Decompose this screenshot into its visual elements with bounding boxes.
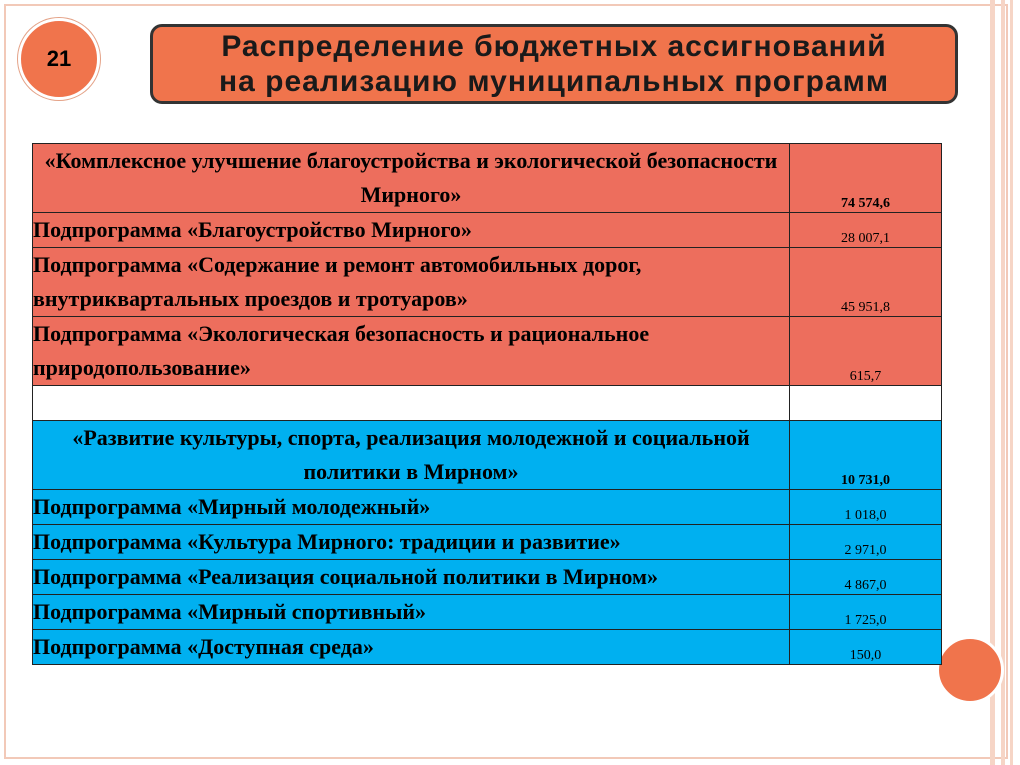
amount-cell: 1 018,0: [790, 490, 942, 525]
table-row: [33, 630, 942, 665]
subprogram-name-cell: Подпрограмма «Мирный спортивный»: [33, 595, 790, 630]
subprogram-name-cell: Подпрограмма «Содержание и ремонт автомобильных дорог, внутриквартальных проездов и тротуаров»: [33, 248, 790, 317]
amount-cell: 28 007,1: [790, 213, 942, 248]
subprogram-name-cell: Подпрограмма «Благоустройство Мирного»: [33, 213, 790, 248]
budget-table: [32, 143, 942, 665]
empty-cell: [790, 386, 942, 421]
amount-cell: 150,0: [790, 630, 942, 665]
subprogram-name-cell: Подпрограмма «Реализация социальной политики в Мирном»: [33, 560, 790, 595]
subprogram-name-cell: Подпрограмма «Мирный молодежный»: [33, 490, 790, 525]
title-line-1: Распределение бюджетных ассигнований: [221, 30, 887, 63]
program-name-cell: «Развитие культуры, спорта, реализация молодежной и социальной политики в Мирном»: [33, 421, 790, 490]
table-row: [33, 248, 942, 317]
empty-cell: [33, 386, 790, 421]
amount-cell: 45 951,8: [790, 248, 942, 317]
program-name-cell: «Комплексное улучшение благоустройства и экологической безопасности Мирного»: [33, 144, 790, 213]
decor-stripe: [1001, 0, 1005, 765]
amount-cell: 2 971,0: [790, 525, 942, 560]
decor-circle: [936, 636, 1004, 704]
table-spacer-row: [33, 386, 942, 421]
amount-cell: 10 731,0: [790, 421, 942, 490]
amount-cell: 1 725,0: [790, 595, 942, 630]
amount-cell: 4 867,0: [790, 560, 942, 595]
table-row: [33, 213, 942, 248]
slide-title: [150, 24, 958, 104]
table-row: [33, 490, 942, 525]
amount-cell: 615,7: [790, 317, 942, 386]
amount-cell: 74 574,6: [790, 144, 942, 213]
subprogram-name-cell: Подпрограмма «Культура Мирного: традиции и развитие»: [33, 525, 790, 560]
decor-stripe: [1010, 0, 1013, 765]
table-row: [33, 560, 942, 595]
subprogram-name-cell: Подпрограмма «Доступная среда»: [33, 630, 790, 665]
title-line-2: на реализацию муниципальных программ: [218, 65, 890, 98]
table-row: [33, 317, 942, 386]
slide-number-badge: 21: [18, 18, 100, 100]
table-row: [33, 525, 942, 560]
subprogram-name-cell: Подпрограмма «Экологическая безопасность и рациональное природопользование»: [33, 317, 790, 386]
table-row: [33, 421, 942, 490]
table-row: [33, 144, 942, 213]
table-row: [33, 595, 942, 630]
